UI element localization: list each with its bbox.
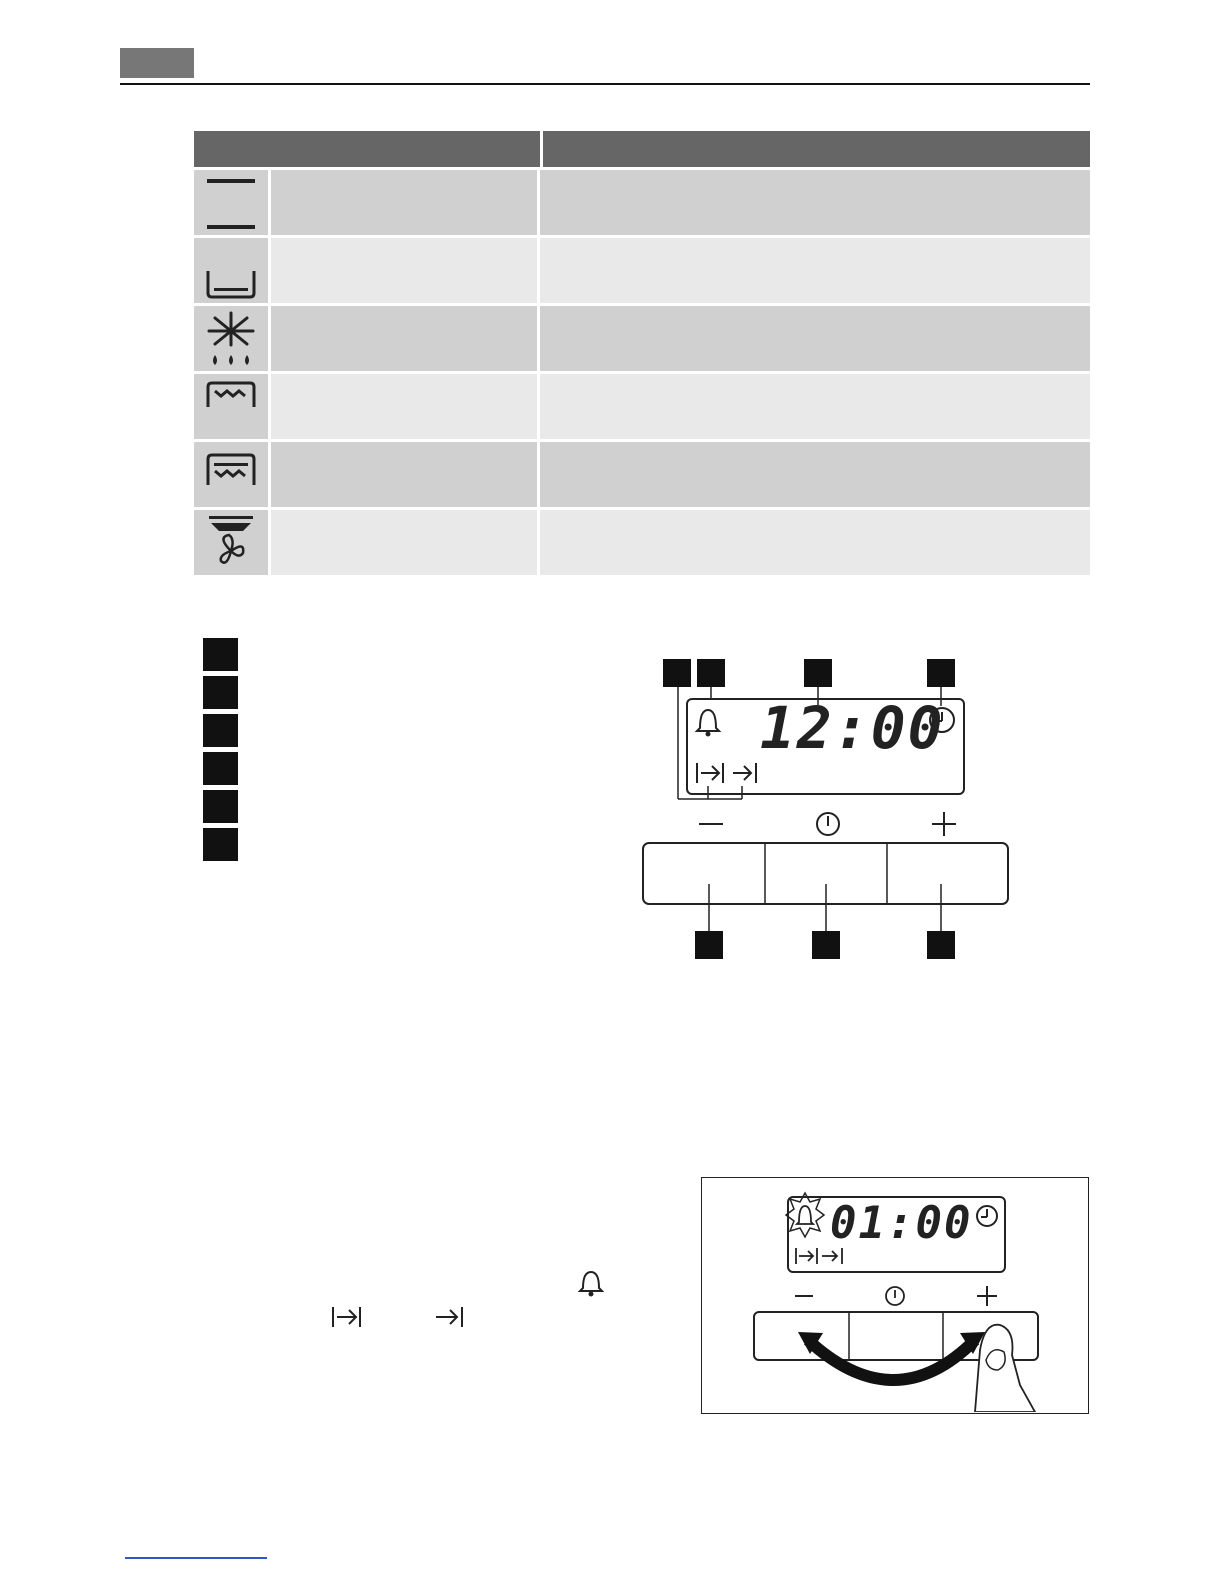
clock-button-icon [817, 813, 839, 835]
callout-marker [804, 659, 832, 687]
function-name [271, 306, 537, 371]
function-description [540, 374, 1090, 439]
fan-grill-icon [194, 510, 268, 575]
header-use [543, 131, 1090, 167]
callout-marker [695, 931, 723, 959]
legend-item [203, 638, 238, 671]
table-row [194, 238, 1090, 303]
callout-marker [812, 931, 840, 959]
legend-item [203, 676, 238, 709]
timer-setting-figure [701, 1177, 1089, 1414]
duration-icon [796, 1248, 817, 1264]
grill-icon [194, 374, 268, 439]
display-time: 12:00 [760, 694, 945, 762]
function-name [271, 510, 537, 575]
callout-marker [663, 659, 691, 687]
callout-marker [697, 659, 725, 687]
legend-item [203, 828, 238, 861]
duration-icon [331, 1305, 363, 1334]
timer-display-time: 01:00 [830, 1198, 973, 1249]
legend-item [203, 714, 238, 747]
clock-display-diagram [600, 640, 1040, 980]
header-function [194, 131, 540, 167]
bell-icon [578, 1268, 604, 1303]
table-header [194, 131, 1090, 167]
table-row [194, 442, 1090, 507]
oven-functions-table [194, 131, 1090, 575]
clock-icon [977, 1206, 997, 1226]
legend-item [203, 790, 238, 823]
end-time-icon [822, 1248, 842, 1264]
fast-grill-icon [194, 442, 268, 507]
finger-illustration [975, 1325, 1035, 1412]
legend-list [203, 638, 238, 866]
header-rule [120, 83, 1090, 85]
legend-item [203, 752, 238, 785]
duration-icon [697, 763, 723, 783]
plus-symbol [932, 812, 956, 836]
function-description [540, 442, 1090, 507]
end-time-icon [733, 763, 756, 783]
function-description [540, 170, 1090, 235]
top-bottom-heat-icon [194, 170, 268, 235]
callout-marker [927, 659, 955, 687]
callout-marker [927, 931, 955, 959]
end-time-icon [434, 1305, 466, 1334]
section-tab-marker [120, 48, 194, 78]
bell-flashing-icon [786, 1193, 824, 1237]
table-row [194, 306, 1090, 371]
plus-symbol [977, 1286, 997, 1306]
bell-icon [697, 710, 719, 737]
table-row [194, 510, 1090, 575]
function-name [271, 170, 537, 235]
function-description [540, 238, 1090, 303]
defrost-icon [194, 306, 268, 371]
function-description [540, 306, 1090, 371]
table-row [194, 374, 1090, 439]
function-name [271, 374, 537, 439]
function-name [271, 238, 537, 303]
bottom-heat-icon [194, 238, 268, 303]
clock-display-drawing [600, 640, 1040, 980]
function-description [540, 510, 1090, 575]
table-row [194, 170, 1090, 235]
clock-button-icon [886, 1287, 904, 1305]
footer-link-underline[interactable] [125, 1557, 267, 1559]
function-name [271, 442, 537, 507]
